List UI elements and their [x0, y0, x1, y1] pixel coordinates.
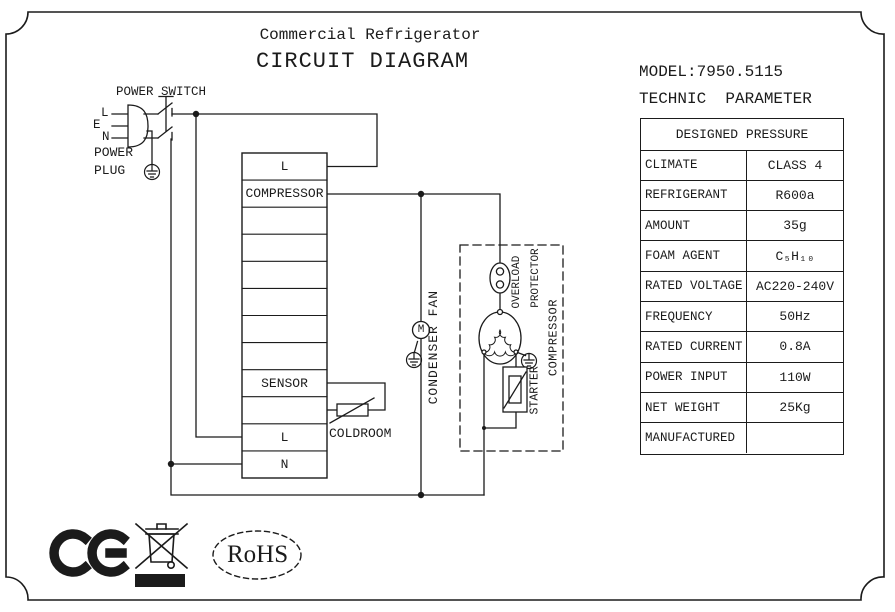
model-number: MODEL:7950.5115	[639, 63, 784, 81]
parameter-table	[640, 118, 844, 455]
condenser-fan-label: CONDENSER FAN	[425, 289, 441, 405]
terminal-row: SENSOR	[261, 375, 308, 391]
overload-label-2: PROTECTOR	[529, 248, 542, 308]
title-line1: Commercial Refrigerator	[259, 26, 481, 44]
table-row: AMOUNT 35g	[641, 211, 843, 241]
table-row: RATED VOLTAGE AC220-240V	[641, 272, 843, 302]
table-header: DESIGNED PRESSURE	[641, 119, 843, 151]
overload-protector-symbol	[490, 263, 510, 293]
title-line2: CIRCUIT DIAGRAM	[256, 49, 470, 74]
terminal-row	[242, 315, 327, 342]
table-title: TECHNIC PARAMETER	[639, 90, 812, 108]
power-plug-caption-1: POWER	[94, 145, 134, 160]
table-row: POWER INPUT 110W	[641, 363, 843, 393]
terminal-row	[242, 234, 327, 261]
compressor-motor-symbol	[479, 310, 526, 365]
table-row: NET WEIGHT 25Kg	[641, 393, 843, 423]
plug-terminal-e: E	[93, 118, 101, 132]
terminal-row	[242, 343, 327, 370]
terminal-row: N	[280, 456, 289, 472]
fan-motor-letter: M	[417, 324, 425, 336]
compressor-label: COMPRESSOR	[546, 299, 561, 377]
table-row: MANUFACTURED	[641, 423, 843, 453]
fan-ground-icon	[407, 353, 422, 368]
plug-terminal-n: N	[102, 130, 110, 144]
table-row: RATED CURRENT 0.8A	[641, 332, 843, 362]
terminal-row: L	[280, 429, 289, 445]
power-switch-symbol	[144, 97, 173, 141]
plug-ground-icon	[145, 165, 160, 180]
overload-label-1: OVERLOAD	[510, 255, 523, 309]
table-row: FOAM AGENT C₅H₁₀	[641, 241, 843, 271]
coldroom-label: COLDROOM	[329, 426, 392, 441]
coldroom-thermostat-symbol	[330, 398, 374, 423]
ce-mark-icon	[54, 534, 123, 572]
starter-symbol	[503, 367, 527, 412]
terminal-row	[242, 261, 327, 288]
terminal-row: L	[280, 159, 289, 175]
terminal-row	[242, 207, 327, 234]
terminal-row: COMPRESSOR	[245, 186, 324, 202]
table-row: REFRIGERANT R600a	[641, 181, 843, 211]
starter-label: STARTER	[528, 366, 542, 415]
rohs-label: RoHS	[227, 541, 289, 568]
power-switch-label: POWER SWITCH	[116, 85, 207, 99]
table-row: FREQUENCY 50Hz	[641, 302, 843, 332]
weee-bin-icon	[135, 524, 187, 587]
plug-terminal-l: L	[101, 106, 109, 120]
table-row: CLIMATE CLASS 4	[641, 151, 843, 181]
terminal-block	[242, 153, 327, 478]
power-plug-caption-2: PLUG	[94, 163, 126, 178]
terminal-row	[242, 397, 327, 424]
terminal-row	[242, 288, 327, 315]
